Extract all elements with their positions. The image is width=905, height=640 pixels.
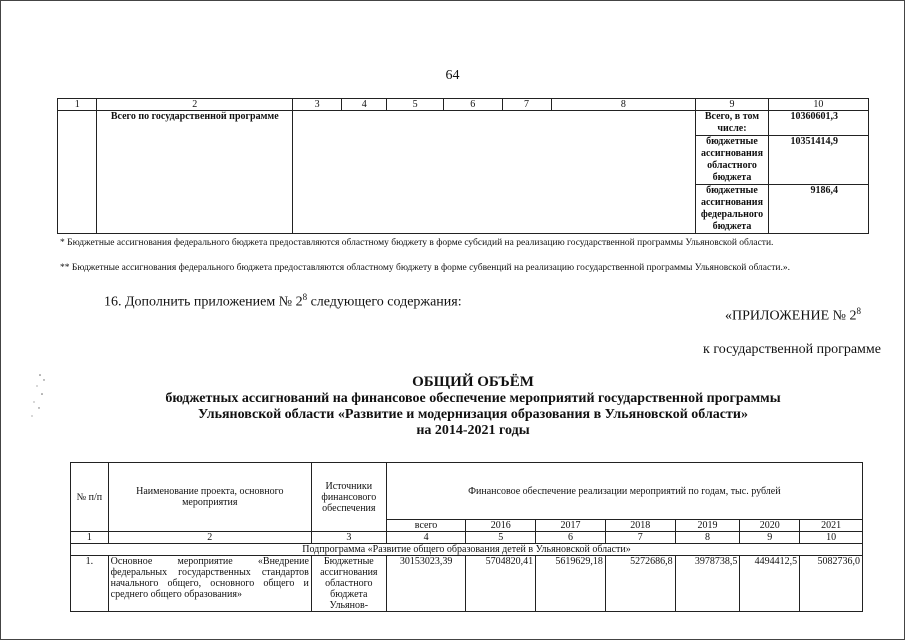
regional-budget-label: бюджетные ассигнования областного бюджета: [696, 136, 769, 185]
col-num: 3: [293, 99, 342, 111]
empty-cell: [58, 111, 97, 234]
year-header: всего: [386, 520, 466, 532]
col-num: 6: [443, 99, 502, 111]
row-source: Бюджетные ассигнования областного бюджета Ульянов-: [311, 556, 386, 612]
col-num: 7: [502, 99, 551, 111]
appendix-subheading: к государственной программе: [703, 342, 881, 357]
document-subtitle-line: Ульяновской области «Развитие и модернизация образования в Ульяновской области»: [198, 407, 748, 422]
budget-allocations-table: [70, 462, 863, 612]
amendment-paragraph: 16. Дополнить приложением № $2^8$ следующего содержания:: [104, 292, 462, 310]
federal-budget-label: бюджетные ассигнования федерального бюджета: [696, 185, 769, 234]
col-num: 2: [97, 99, 293, 111]
year-header: 2017: [536, 520, 606, 532]
scan-specks-icon: [28, 372, 58, 422]
page-number: 64: [445, 68, 460, 83]
header-finance: Финансовое обеспечение реализации мероприятий по годам, тыс. рублей: [386, 463, 862, 520]
document-subtitle-line: бюджетных ассигнований на финансовое обеспечение мероприятий государственной программы: [165, 391, 781, 406]
empty-merged-cell: [293, 111, 696, 234]
regional-budget-value: 10351414,9: [768, 136, 868, 185]
program-totals-table: [57, 98, 869, 234]
col-num: 1: [58, 99, 97, 111]
table-row: [71, 556, 863, 612]
col-num: 10: [800, 532, 863, 544]
col-num: 4: [386, 532, 466, 544]
column-number-row: [58, 99, 869, 111]
federal-budget-value: 9186,4: [768, 185, 868, 234]
footnote-subventions: ** Бюджетные ассигнования федерального бюджета предоставляются областному бюджету в форме субвенций на реализацию государственной программы Ульяновской области.».: [60, 263, 790, 273]
header-name: Наименование проекта, основного мероприятия: [108, 463, 311, 532]
col-num: 4: [342, 99, 387, 111]
row-value-2017: 5619629,18: [536, 556, 606, 612]
col-num: 9: [740, 532, 800, 544]
col-num: 8: [675, 532, 740, 544]
year-header: 2019: [675, 520, 740, 532]
row-name: Основное мероприятие «Внедрение федеральных государственных стандартов начального общего, основного общего и среднего общего образования»: [108, 556, 311, 612]
header-num: № п/п: [71, 463, 109, 532]
year-header: 2018: [605, 520, 675, 532]
row-value-total: 30153023,39: [386, 556, 466, 612]
col-num: 7: [605, 532, 675, 544]
total-label: Всего, в том числе:: [696, 111, 769, 136]
col-num: 5: [387, 99, 444, 111]
year-header: 2016: [466, 520, 536, 532]
row-num: 1.: [71, 556, 109, 612]
row-value-2021: 5082736,0: [800, 556, 863, 612]
col-num: 8: [551, 99, 696, 111]
col-num: 6: [536, 532, 606, 544]
year-header: 2020: [740, 520, 800, 532]
document-subtitle-line: на 2014-2021 годы: [416, 423, 530, 438]
row-value-2020: 4494412,5: [740, 556, 800, 612]
program-total-label: Всего по государственной программе: [97, 111, 293, 234]
footnote-subsidies: * Бюджетные ассигнования федерального бюджета предоставляются областному бюджету в форме субсидий на реализацию государственной программы Ульяновской области.: [60, 238, 774, 248]
appendix-heading: «ПРИЛОЖЕНИЕ № $2^8$: [725, 306, 861, 324]
col-num: 5: [466, 532, 536, 544]
col-num: 9: [696, 99, 769, 111]
year-header: 2021: [800, 520, 863, 532]
row-value-2016: 5704820,41: [466, 556, 536, 612]
row-value-2018: 5272686,8: [605, 556, 675, 612]
column-number-row: [71, 532, 863, 544]
col-num: 2: [108, 532, 311, 544]
row-value-2019: 3978738,5: [675, 556, 740, 612]
col-num: 10: [768, 99, 868, 111]
total-value: 10360601,3: [768, 111, 868, 136]
col-num: 1: [71, 532, 109, 544]
header-source: Источники финансового обеспечения: [311, 463, 386, 532]
subprogram-row: Подпрограмма «Развитие общего образования детей в Ульяновской области»: [71, 544, 863, 556]
document-title: ОБЩИЙ ОБЪЁМ: [412, 374, 534, 390]
col-num: 3: [311, 532, 386, 544]
